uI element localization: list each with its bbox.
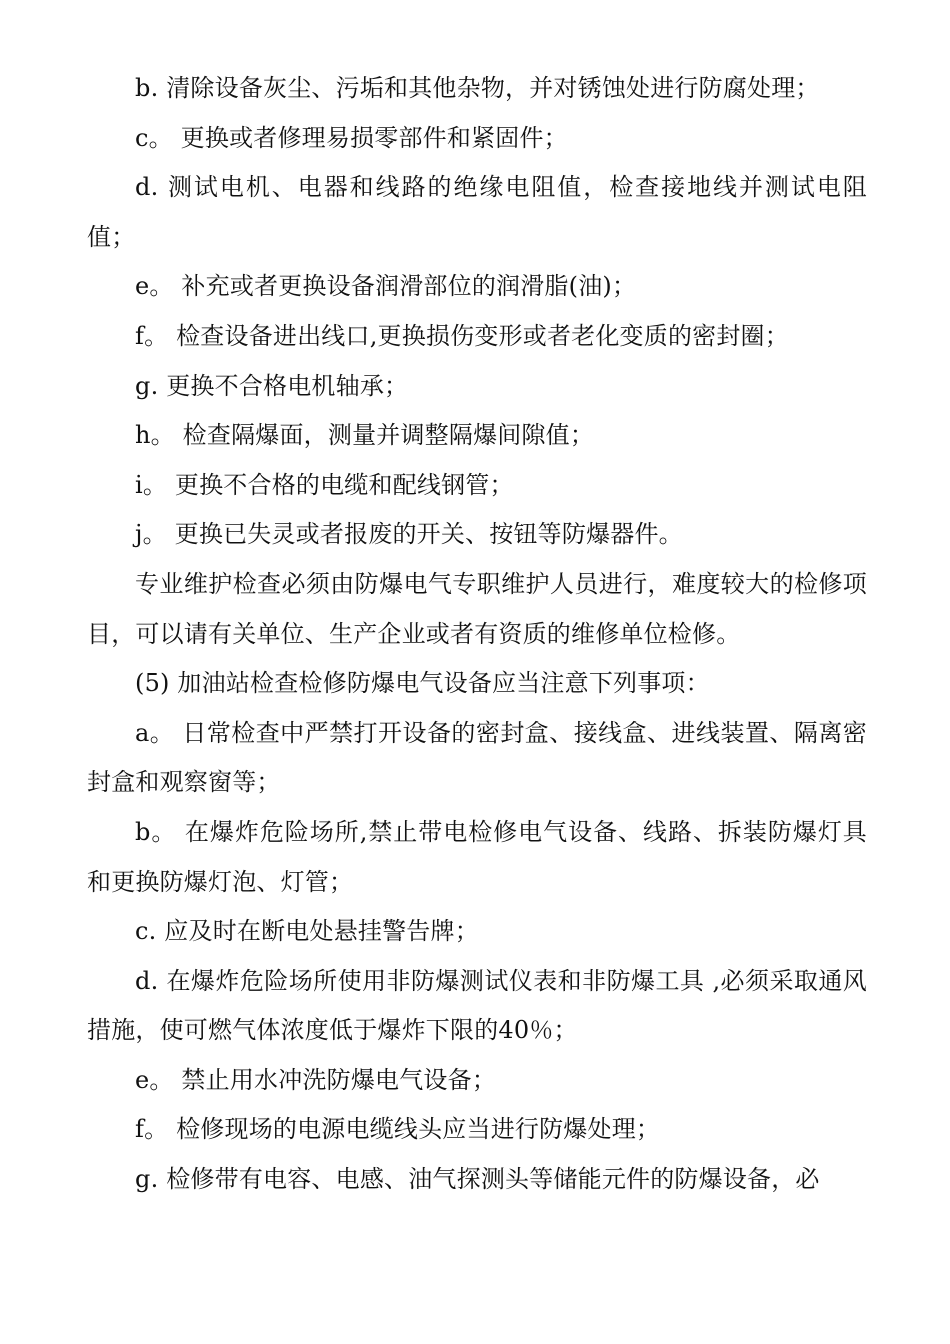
paragraph-item-i-cables: i。 更换不合格的电缆和配线钢管；: [135, 470, 514, 499]
paragraph-precaution-c: c. 应及时在断电处悬挂警告牌；: [135, 917, 479, 946]
paragraph-item-h-flameproof-gap: h。 检查隔爆面，测量并调整隔爆间隙值；: [135, 421, 595, 450]
document-body: [87, 64, 867, 1205]
paragraph-professional-maintenance: 专业维护检查必须由防爆电气专职维护人员进行，难度较大的检修项目，可以请有关单位、生产企业或者有资质的维修单位检修。: [87, 569, 867, 648]
paragraph-item-c-replace-parts: c。 更换或者修理易损零部件和紧固件；: [135, 123, 568, 152]
paragraph-item-d-insulation-test: d. 测试电机、电器和线路的绝缘电阻值，检查接地线并测试电阻值；: [87, 173, 867, 251]
paragraph-precaution-f: f。 检修现场的电源电缆线头应当进行防爆处理；: [135, 1115, 661, 1144]
paragraph-precaution-b: b。 在爆炸危险场所,禁止带电检修电气设备、线路、拆装防爆灯具和更换防爆灯泡、灯管；: [87, 817, 867, 896]
paragraph-precaution-d: d. 在爆炸危险场所使用非防爆测试仪表和非防爆工具 ,必须采取通风措施，使可燃气体浓度低于爆炸下限的40％；: [87, 966, 867, 1045]
paragraph-item-j-switches: j。 更换已失灵或者报废的开关、按钮等防爆器件。: [135, 520, 683, 549]
paragraph-item-f-seal-rings: f。 检查设备进出线口,更换损伤变形或者老化变质的密封圈；: [135, 321, 789, 350]
paragraph-item-g-bearings: g. 更换不合格电机轴承；: [135, 371, 409, 400]
paragraph-precaution-a: a。 日常检查中严禁打开设备的密封盒、接线盒、进线装置、隔离密封盒和观察窗等；: [87, 718, 867, 797]
paragraph-precaution-g: g. 检修带有电容、电感、油气探测头等储能元件的防爆设备，必: [135, 1165, 820, 1194]
paragraph-item-e-lubrication: e。 补充或者更换设备润滑部位的润滑脂(油)；: [135, 272, 637, 301]
paragraph-section-5-heading: (5) 加油站检查检修防爆电气设备应当注意下列事项：: [135, 669, 710, 698]
paragraph-item-b-cleaning: b. 清除设备灰尘、污垢和其他杂物，并对锈蚀处进行防腐处理；: [135, 74, 820, 102]
paragraph-precaution-e: e。 禁止用水冲洗防爆电气设备；: [135, 1065, 497, 1094]
